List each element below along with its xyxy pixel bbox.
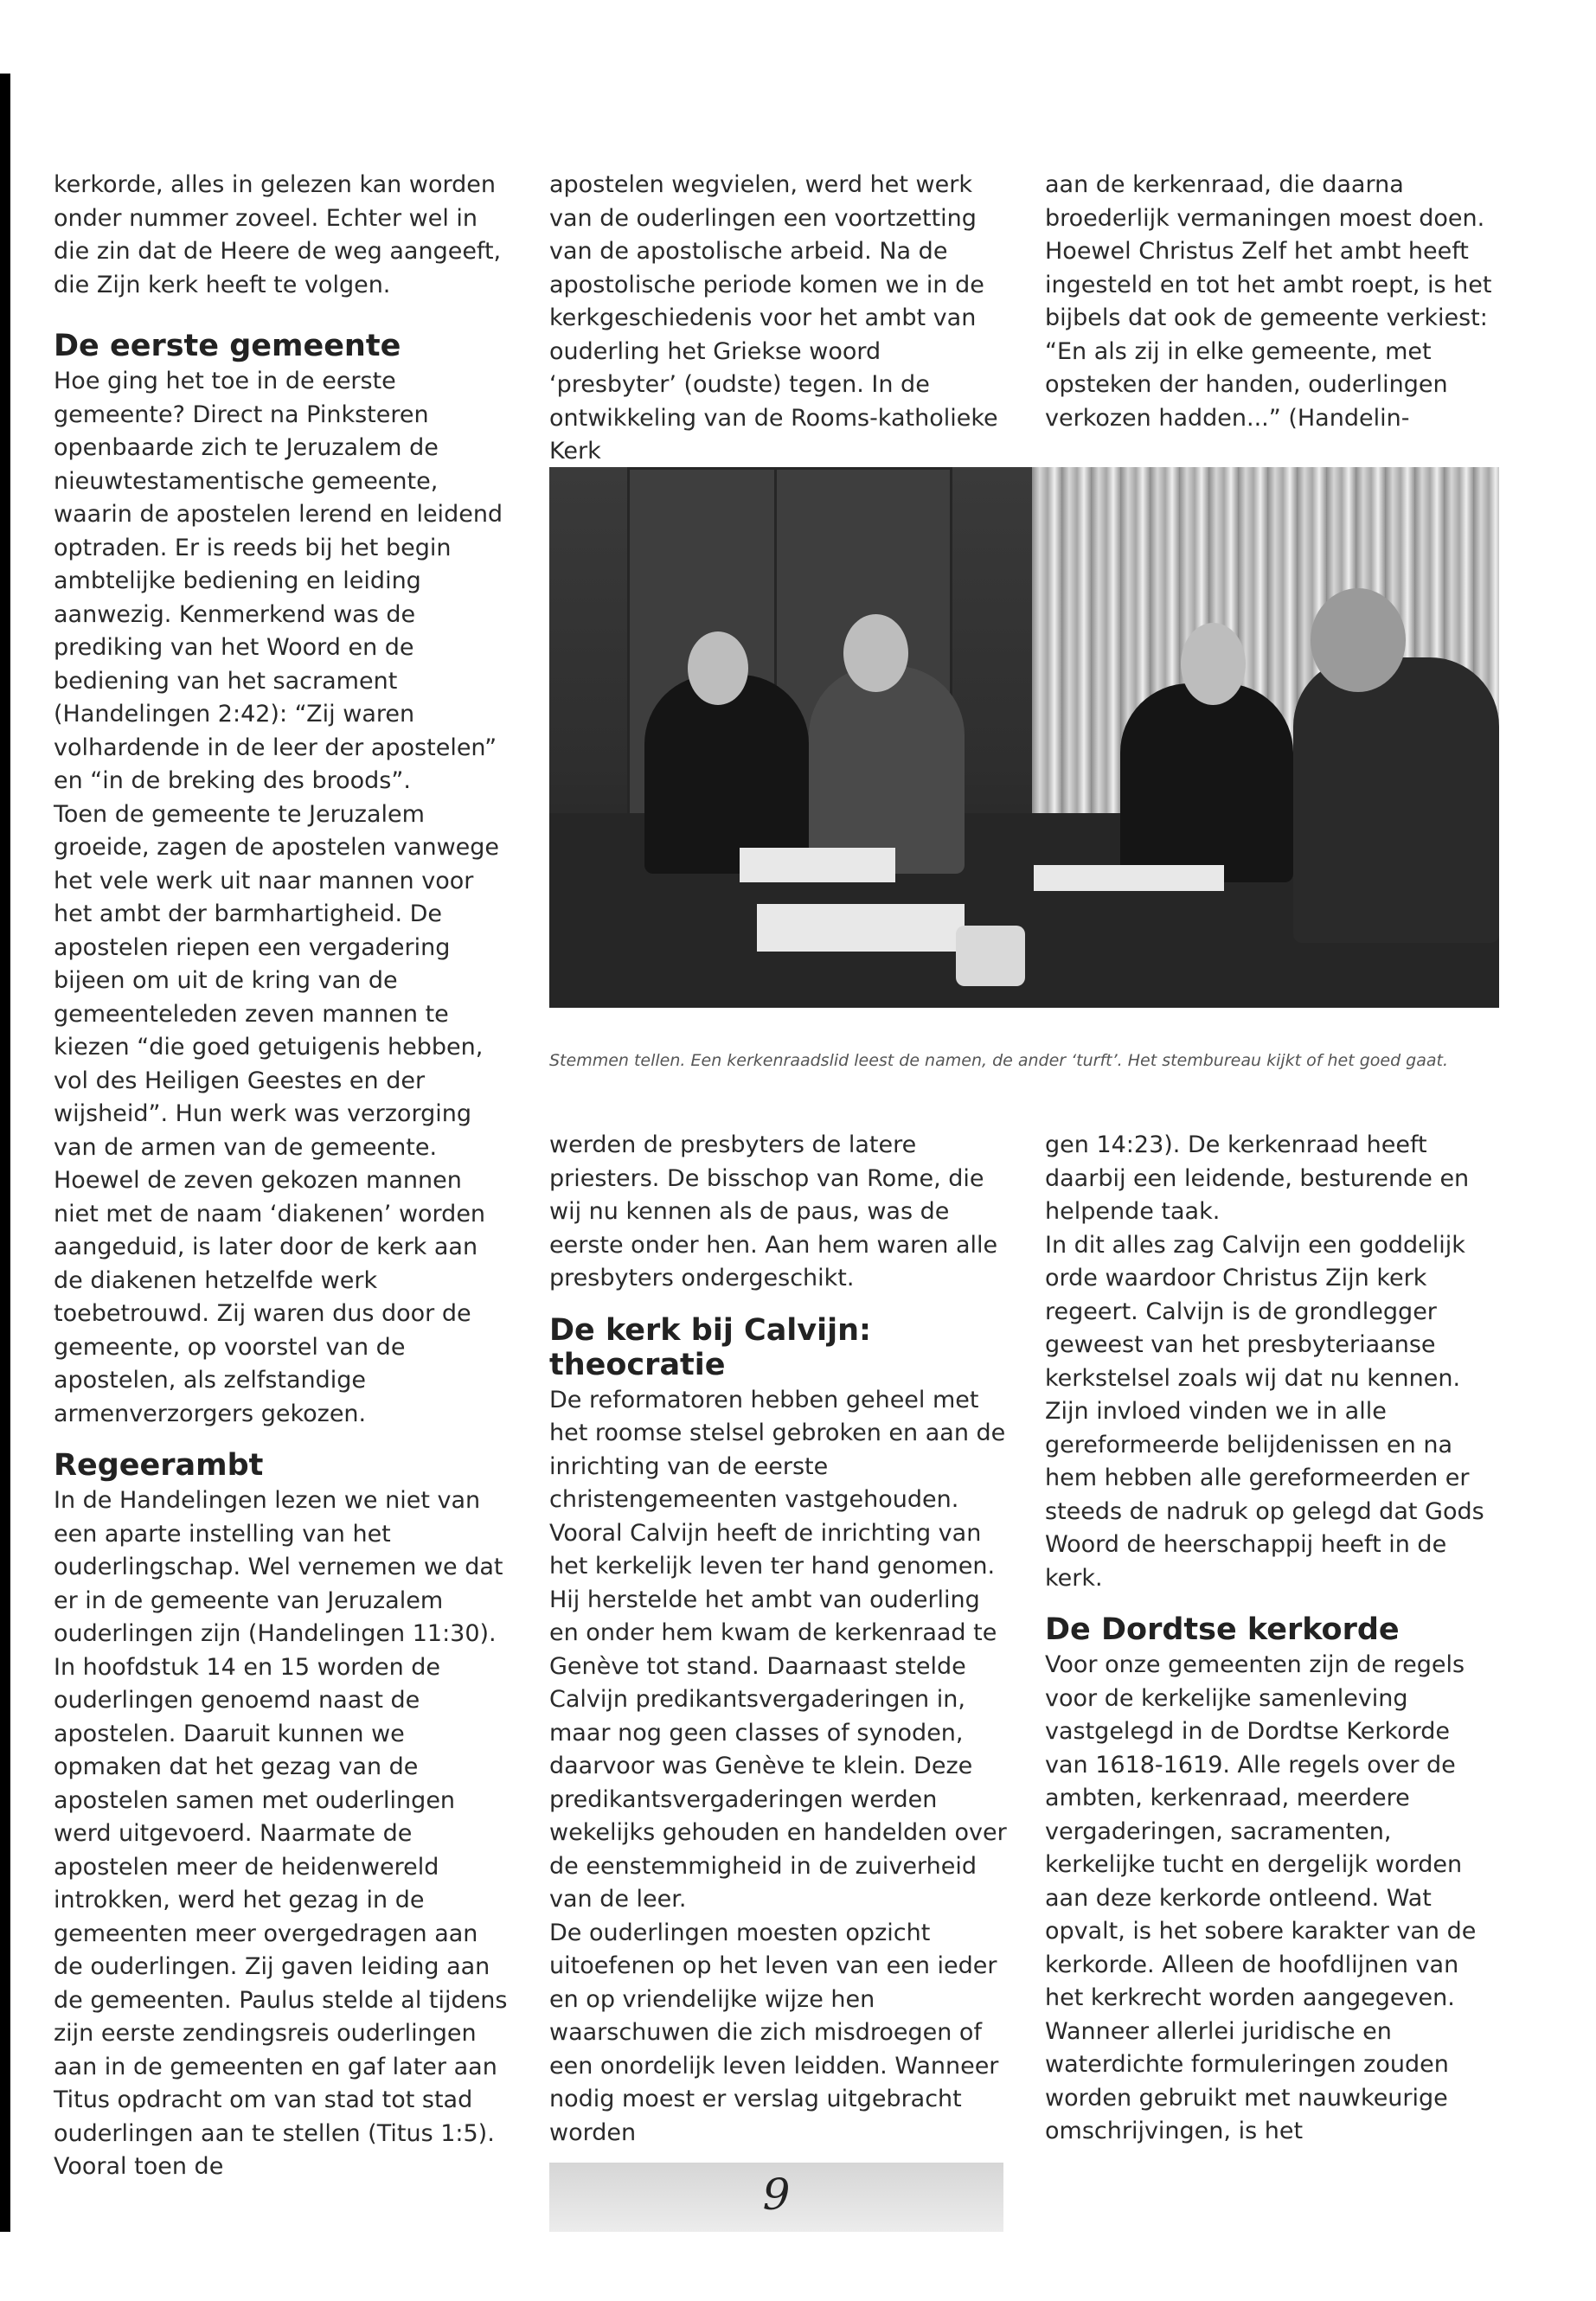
paragraph: Hoe ging het toe in de eerste gemeente? Direct na Pinksteren openbaarde zich te Jeruzalem de nieuwtestamentische gemeente, waarin de apostelen lerend en leidend optraden. Er is reeds bij het begin ambtelijke bediening en leiding aanwezig. Kenmerkend was de prediking van het Woord en de bediening van het sacrament (Handelingen 2:42): “Zij waren volhardende in de leer der apostelen” en “in de breking des broods”.: [54, 368, 503, 794]
page-footer: [549, 2163, 1003, 2232]
column-3-bottom: [1045, 1129, 1499, 2149]
section-heading-calvijn-line1: De kerk bij Calvijn:: [549, 1312, 872, 1348]
column-1-intro-text: kerkorde, alles in gelezen kan worden onder nummer zoveel. Echter wel in die zin dat de Heere de weg aangeeft, die Zijn kerk heeft te volgen.: [54, 171, 502, 298]
column-2-bottom-intro: werden de presbyters de latere priesters. De bisschop van Rome, die wij nu kennen als de paus, was de eerste onder hen. Aan hem waren alle presbyters ondergeschikt.: [549, 1131, 998, 1292]
section-heading-eerste-gemeente: De eerste gemeente: [54, 329, 401, 363]
column-2-bottom: [549, 1129, 1008, 2150]
column-2-top-text: apostelen wegvielen, werd het werk van de ouderlingen een voortzetting van de apostolische arbeid. Na de apostolische periode komen we in de kerkgeschiedenis voor het ambt van ouderling het Griekse woord ‘presbyter’ (oudste) tegen. In de ontwikkeling van de Rooms-katholieke Kerk: [549, 171, 998, 465]
column-3-bottom-intro: gen 14:23). De kerkenraad heeft daarbij een leidende, besturende en helpende taak.: [1045, 1131, 1470, 1225]
paragraph: De reformatoren hebben geheel met het roomse stelsel gebroken en aan de inrichting van de eerste christengemeenten vastgehouden. Vooral Calvijn heeft de inrichting van het kerkelijk leven ter hand genomen. Hij herstelde het ambt van ouderling en onder hem kwam de kerkenraad te Genève tot stand. Daarnaast stelde Calvijn predikantsvergaderingen in, maar nog geen classes of synoden, daarvoor was Genève te klein. Deze predikantsvergaderingen werden wekelijks gehouden en handelden over de eenstemmigheid in de zuiverheid van de leer.: [549, 1386, 1007, 1913]
meeting-photo: [549, 467, 1499, 1008]
column-3-top: [1045, 169, 1499, 435]
section-heading-dordtse-kerkorde: De Dordtse kerkorde: [1045, 1612, 1400, 1647]
paragraph: In de Handelingen lezen we niet van een aparte instelling van het ouderlingschap. Wel vernemen we dat er in de gemeente van Jeruzalem ouderlingen zijn (Handelingen 11:30). In hoofdstuk 14 en 15 worden de ouderlingen genoemd naast de apostelen. Daaruit kunnen we opmaken dat het gezag van de apostelen samen met ouderlingen werd uitgevoerd. Naarmate de apostelen meer de heidenwereld introkken, werd het gezag in de gemeenten meer overgedragen aan de ouderlingen. Zij gaven leiding aan de gemeenten. Paulus stelde al tijdens zijn eerste zendingsreis ouderlingen aan in de gemeenten en gaf later aan Titus opdracht om van stad tot stad ouderlingen aan te stellen (Titus 1:5). Vooral toen de: [54, 1487, 508, 2180]
column-1-intro: [54, 169, 512, 302]
page-number: 9: [762, 2170, 791, 2220]
paragraph: Toen de gemeente te Jeruzalem groeide, zagen de apostelen vanwege het vele werk uit naar mannen voor het ambt der barmhartigheid. De apostelen riepen een vergadering bijeen om uit de kring van de gemeenteleden zeven mannen te kiezen “die goed getuigenis hebben, vol des Heiligen Geestes en der wijsheid”. Hun werk was verzorging van de armen van de gemeente. Hoewel de zeven gekozen mannen niet met de naam ‘diakenen’ worden aangeduid, is later door de kerk aan de diakenen hetzelfde werk toebetrouwd. Zij waren dus door de gemeente, op voorstel van de apostelen, als zelfstandige armenverzorgers gekozen.: [54, 800, 500, 1427]
column-3-top-text: aan de kerkenraad, die daarna broederlijk vermaningen moest doen. Hoewel Christus Zelf het ambt heeft ingesteld en tot het ambt roept, is het bijbels dat ook de gemeente verkiest: “En als zij in elke gemeente, met opsteken der handen, ouderlingen verkozen hadden...” (Handelin-: [1045, 171, 1492, 432]
photo-caption: Stemmen tellen. Een kerkenraadslid leest de namen, de ander ‘turft’. Het stembureau kijkt of het goed gaat.: [549, 1051, 1449, 1070]
paragraph: De ouderlingen moesten opzicht uitoefenen op het leven van een ieder en op vriendelijke wijze hen waarschuwen die zich misdroegen of een onordelijk leven leidden. Wanneer nodig moest er verslag uitgebracht worden: [549, 1919, 999, 2146]
column-2-top: [549, 169, 1008, 469]
column-1-sections: [54, 329, 512, 2184]
section-heading-calvijn: [549, 1313, 1008, 1382]
section-heading-calvijn-line2: theocratie: [549, 1347, 726, 1382]
paragraph: Voor onze gemeenten zijn de regels voor de kerkelijke samenleving vastgelegd in de Dordtse Kerkorde van 1618-1619. Alle regels over de ambten, kerkenraad, meerdere vergaderingen, sacramenten, kerkelijke tucht en dergelijk worden aan deze kerkorde ontleend. Wat opvalt, is het sobere karakter van de kerkorde. Alleen de hoofdlijnen van het kerkrecht worden aangegeven. Wanneer allerlei juridische en waterdichte formuleringen zouden worden gebruikt met nauwkeurige omschrijvingen, is het: [1045, 1651, 1477, 2144]
section-heading-regeerambt: Regeerambt: [54, 1448, 264, 1483]
scan-edge-bar: [0, 74, 10, 2232]
paragraph: In dit alles zag Calvijn een goddelijk orde waardoor Christus Zijn kerk regeert. Calvijn is de grondlegger geweest van het presbyteriaanse kerkstelsel zoals wij dat nu kennen. Zijn invloed vinden we in alle gereformeerde belijdenissen en na hem hebben alle gereformeerden er steeds de nadruk op gelegd dat Gods Woord de heerschappij heeft in de kerk.: [1045, 1231, 1484, 1592]
